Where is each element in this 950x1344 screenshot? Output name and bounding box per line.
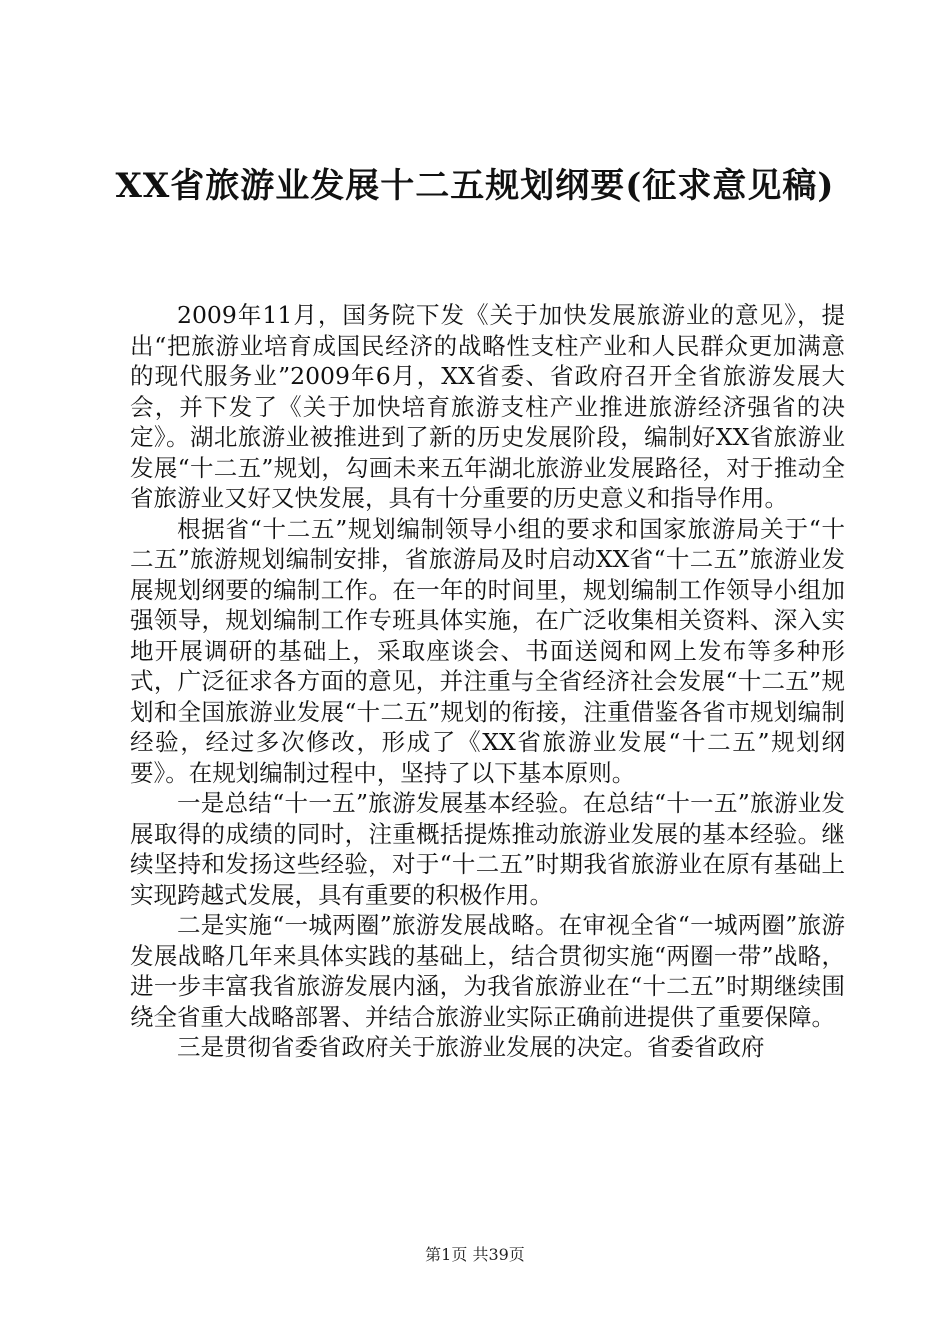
- document-body: [130, 300, 845, 1063]
- document-title: XX省旅游业发展十二五规划纲要(征求意见稿): [115, 166, 835, 206]
- paragraph: 三是贯彻省委省政府关于旅游业发展的决定。省委省政府: [177, 1033, 765, 1061]
- paragraph: 2009年11月，国务院下发《关于加快发展旅游业的意见》，提出“把旅游业培育成国民经济的战略性支柱产业和人民群众更加满意的现代服务业”2009年6月，XX省委、省政府召开全省旅游发展大会，并下发了《关于加快培育旅游支柱产业推进旅游经济强省的决定》。湖北旅游业被推进到了新的历史发展阶段，编制好XX省旅游业发展“十二五”规划，勾画未来五年湖北旅游业发展路径，对于推动全省旅游业又好又快发展，具有十分重要的历史意义和指导作用。: [130, 301, 845, 512]
- paragraph: 根据省“十二五”规划编制领导小组的要求和国家旅游局关于“十二五”旅游规划编制安排，省旅游局及时启动XX省“十二五”旅游业发展规划纲要的编制工作。在一年的时间里，规划编制工作领导小组加强领导，规划编制工作专班具体实施，在广泛收集相关资料、深入实地开展调研的基础上，采取座谈会、书面送阅和网上发布等多种形式，广泛征求各方面的意见，并注重与全省经济社会发展“十二五”规划和全国旅游业发展“十二五”规划的衔接，注重借鉴各省市规划编制经验，经过多次修改，形成了《XX省旅游业发展“十二五”规划纲要》。在规划编制过程中，坚持了以下基本原则。: [130, 514, 845, 787]
- paragraph: 一是总结“十一五”旅游发展基本经验。在总结“十一五”旅游业发展取得的成绩的同时，注重概括提炼推动旅游业发展的基本经验。继续坚持和发扬这些经验，对于“十二五”时期我省旅游业在原有基础上实现跨越式发展，具有重要的积极作用。: [130, 789, 845, 909]
- paragraph: 二是实施“一城两圈”旅游发展战略。在审视全省“一城两圈”旅游发展战略几年来具体实践的基础上，结合贯彻实施“两圈一带”战略，进一步丰富我省旅游发展内涵，为我省旅游业在“十二五”时期继续围绕全省重大战略部署、并结合旅游业实际正确前进提供了重要保障。: [130, 911, 845, 1031]
- page-number-footer: 第1页 共39页: [425, 1245, 525, 1264]
